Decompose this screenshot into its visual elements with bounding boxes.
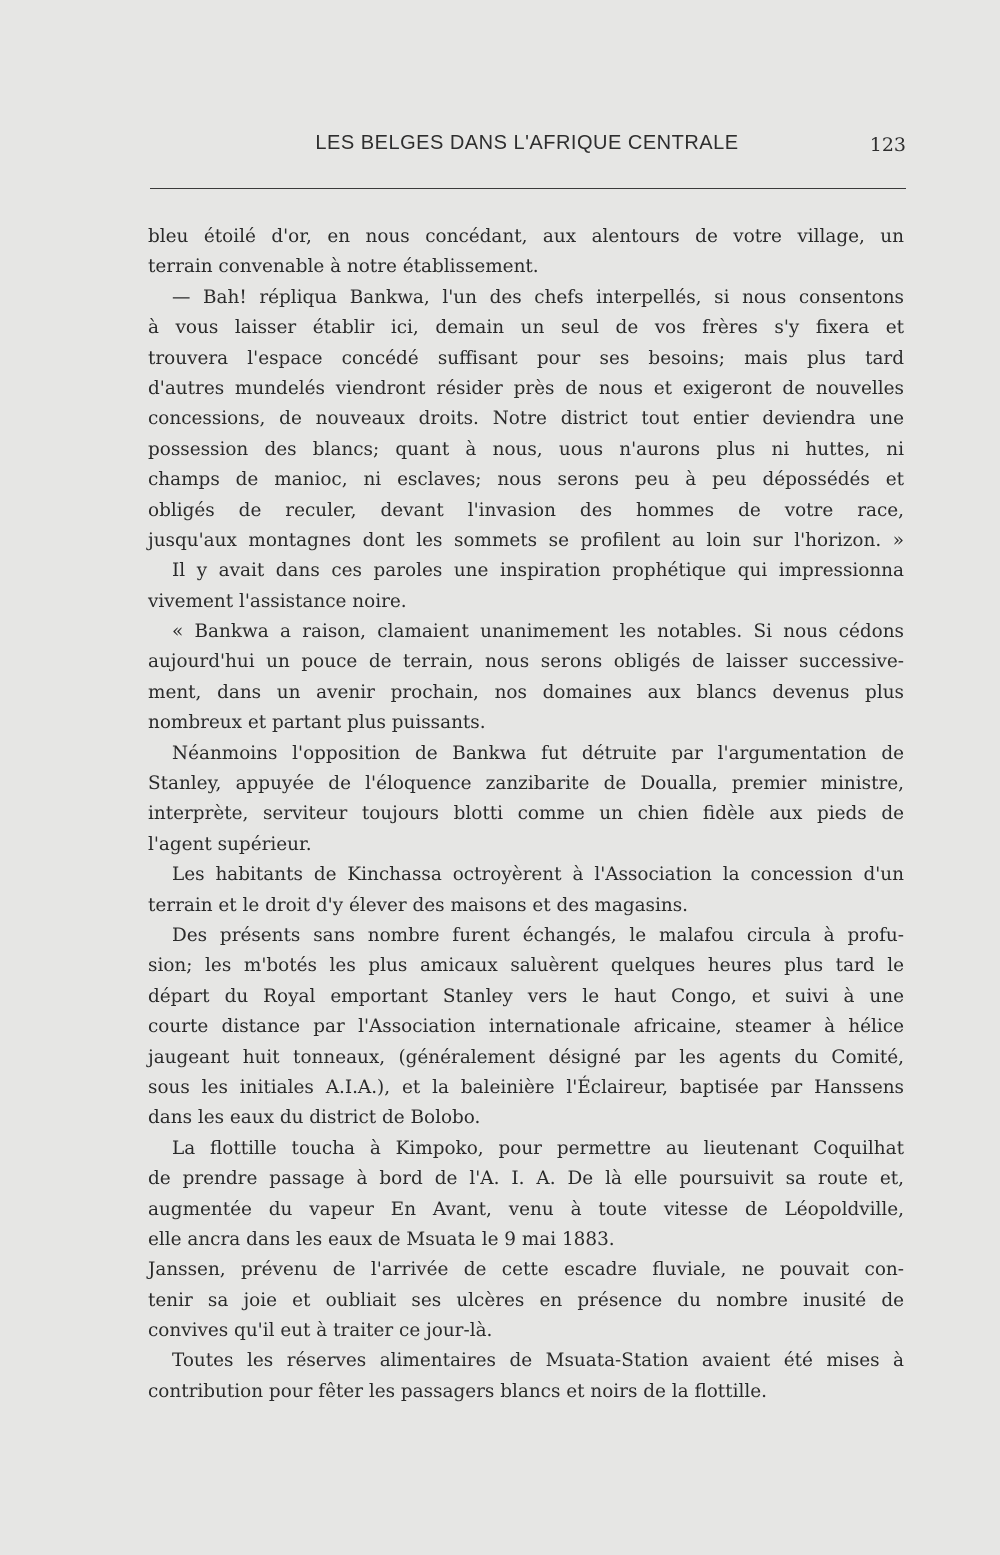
text-line: champs de manioc, ni esclaves; nous serons peu à peu dépossédés et [148, 469, 904, 491]
text-line: terrain et le droit d'y élever des maisons et des magasins. [148, 894, 689, 916]
text-line: Il y avait dans ces paroles une inspiration prophétique qui impressionna [172, 560, 904, 582]
text-line: tenir sa joie et oubliait ses ulcères en présence du nombre inusité de [148, 1289, 904, 1311]
text-line: d'autres mundelés viendront résider près de nous et exigeront de nouvelles [148, 377, 904, 399]
text-line: elle ancra dans les eaux de Msuata le 9 mai 1883. [148, 1228, 615, 1250]
page-number: 123 [869, 134, 906, 156]
text-line: jusqu'aux montagnes dont les sommets se profilent au loin sur l'horizon. » [148, 529, 904, 551]
text-line: augmentée du vapeur En Avant, venu à toute vitesse de Léopoldville, [148, 1198, 904, 1220]
text-line: trouvera l'espace concédé suffisant pour ses besoins; mais plus tard [148, 347, 904, 369]
text-line: possession des blancs; quant à nous, uous n'aurons plus ni huttes, ni [148, 438, 904, 460]
text-line: Toutes les réserves alimentaires de Msuata-Station avaient été mises à [172, 1350, 904, 1372]
text-line: interprète, serviteur toujours blotti comme un chien fidèle aux pieds de [148, 803, 904, 825]
text-line: bleu étoilé d'or, en nous concédant, aux alentours de votre village, un [148, 226, 904, 247]
text-line: La flottille toucha à Kimpoko, pour permettre au lieutenant Coquilhat [172, 1137, 904, 1159]
text-line: « Bankwa a raison, clamaient unanimement les notables. Si nous cédons [172, 621, 904, 643]
body-text [148, 222, 904, 1407]
text-line: de prendre passage à bord de l'A. I. A. De là elle poursuivit sa route et, [148, 1168, 904, 1190]
text-line: l'agent supérieur. [148, 833, 312, 855]
text-line: Les habitants de Kinchassa octroyèrent à l'Association la concession d'un [172, 864, 904, 886]
text-line: jaugeant huit tonneaux, (généralement désigné par les agents du Comité, [148, 1046, 904, 1068]
text-line: convives qu'il eut à traiter ce jour-là. [148, 1320, 493, 1342]
text-line: aujourd'hui un pouce de terrain, nous serons obligés de laisser successive- [148, 651, 904, 673]
text-line: Janssen, prévenu de l'arrivée de cette escadre fluviale, ne pouvait con- [148, 1259, 904, 1281]
text-line: Stanley, appuyée de l'éloquence zanzibarite de Doualla, premier ministre, [148, 773, 904, 795]
page-header [148, 132, 906, 162]
text-line: contribution pour fêter les passagers blancs et noirs de la flottille. [148, 1380, 767, 1402]
header-rule [150, 188, 906, 189]
text-line: — Bah! répliqua Bankwa, l'un des chefs interpellés, si nous consentons [172, 286, 904, 308]
text-line: sous les initiales A.I.A.), et la baleinière l'Éclaireur, baptisée par Hanssens [148, 1076, 904, 1098]
running-head: LES BELGES DANS L'AFRIQUE CENTRALE [315, 132, 739, 154]
text-line: ment, dans un avenir prochain, nos domaines aux blancs devenus plus [148, 681, 904, 703]
text-line: terrain convenable à notre établissement. [148, 256, 539, 278]
text-line: obligés de reculer, devant l'invasion des hommes de votre race, [148, 499, 904, 521]
text-line: vivement l'assistance noire. [148, 590, 407, 612]
text-line: courte distance par l'Association internationale africaine, steamer à hélice [148, 1016, 904, 1038]
text-line: Néanmoins l'opposition de Bankwa fut détruite par l'argumentation de [172, 742, 904, 764]
text-line: concessions, de nouveaux droits. Notre district tout entier deviendra une [148, 408, 904, 430]
text-line: Des présents sans nombre furent échangés, le malafou circula à profu- [172, 924, 904, 946]
text-line: à vous laisser établir ici, demain un seul de vos frères s'y fixera et [148, 317, 904, 339]
text-line: dans les eaux du district de Bolobo. [148, 1107, 481, 1129]
text-line: nombreux et partant plus puissants. [148, 712, 486, 734]
text-line: départ du Royal emportant Stanley vers le haut Congo, et suivi à une [148, 985, 904, 1007]
text-line: sion; les m'botés les plus amicaux saluèrent quelques heures plus tard le [148, 955, 904, 977]
